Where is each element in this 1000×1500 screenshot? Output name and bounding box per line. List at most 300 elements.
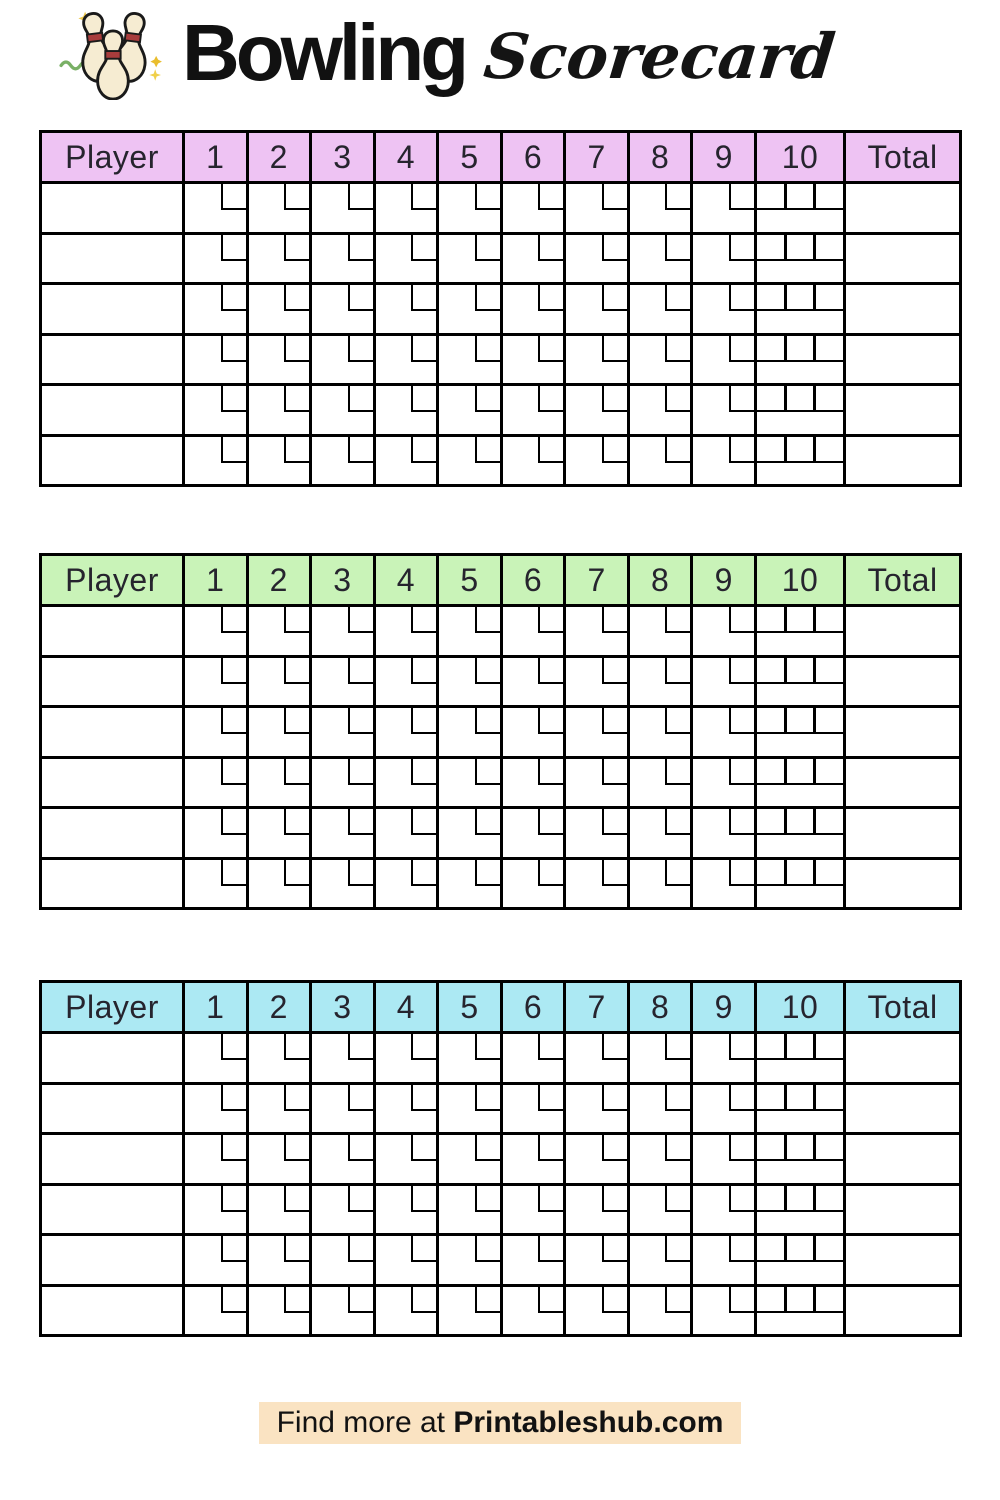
throw-box	[538, 708, 563, 734]
column-header-3: 3	[312, 983, 373, 1031]
total-score-cell	[846, 658, 959, 706]
sparkle-burst-icon	[149, 69, 161, 81]
frame-6-cell	[503, 184, 564, 232]
throw-box	[729, 1287, 754, 1313]
frame-10-cell	[757, 1034, 843, 1082]
column-header-player: Player	[42, 983, 182, 1031]
throw-box	[602, 1085, 627, 1111]
footer-prefix: Find more at	[276, 1406, 454, 1439]
player-name-cell	[42, 658, 182, 706]
frame-4-cell	[376, 285, 437, 333]
throw-box	[284, 708, 309, 734]
frame-5-cell	[439, 708, 500, 756]
frame-7-cell	[566, 437, 627, 485]
frame-10-throw-boxes	[757, 1135, 843, 1161]
throw-box	[348, 708, 373, 734]
throw-box	[221, 1236, 246, 1262]
frame-8-cell	[630, 1236, 691, 1284]
column-header-3: 3	[312, 556, 373, 604]
scorecard-table-1	[39, 130, 962, 487]
scorecard-table-3	[39, 980, 962, 1337]
throw-box	[284, 437, 309, 463]
throw-box	[729, 1085, 754, 1111]
throw-box	[411, 184, 436, 210]
frame-4-cell	[376, 386, 437, 434]
player-name-cell	[42, 1085, 182, 1133]
frame-10-cell	[757, 336, 843, 384]
throw-box	[602, 184, 627, 210]
throw-box	[787, 285, 817, 311]
frame-7-cell	[566, 1135, 627, 1183]
total-score-cell	[846, 1236, 959, 1284]
frame-8-cell	[630, 1085, 691, 1133]
frame-3-cell	[312, 437, 373, 485]
throw-box	[787, 607, 817, 633]
throw-box	[348, 860, 373, 886]
throw-box	[284, 285, 309, 311]
frame-1-cell	[185, 860, 246, 908]
throw-box	[757, 1135, 787, 1161]
throw-box	[221, 336, 246, 362]
column-header-5: 5	[439, 133, 500, 181]
frame-5-cell	[439, 1135, 500, 1183]
frame-3-cell	[312, 1236, 373, 1284]
frame-8-cell	[630, 860, 691, 908]
frame-10-throw-boxes	[757, 759, 843, 785]
throw-box	[602, 658, 627, 684]
frame-1-cell	[185, 607, 246, 655]
throw-box	[757, 235, 787, 261]
player-name-cell	[42, 860, 182, 908]
column-header-8: 8	[630, 983, 691, 1031]
frame-9-cell	[693, 1287, 754, 1335]
throw-box	[602, 708, 627, 734]
column-header-10: 10	[757, 983, 843, 1031]
throw-box	[757, 1287, 787, 1313]
throw-box	[787, 1186, 817, 1212]
frame-2-cell	[249, 1186, 310, 1234]
throw-box	[221, 809, 246, 835]
frame-10-throw-boxes	[757, 336, 843, 362]
throw-box	[475, 708, 500, 734]
frame-9-cell	[693, 1186, 754, 1234]
throw-box	[411, 1186, 436, 1212]
throw-box	[475, 285, 500, 311]
throw-box	[602, 1236, 627, 1262]
throw-box	[665, 184, 690, 210]
column-header-5: 5	[439, 983, 500, 1031]
frame-3-cell	[312, 1186, 373, 1234]
frame-6-cell	[503, 860, 564, 908]
throw-box	[602, 607, 627, 633]
throw-box	[538, 1186, 563, 1212]
throw-box	[602, 437, 627, 463]
frame-6-cell	[503, 336, 564, 384]
frame-2-cell	[249, 184, 310, 232]
column-header-player: Player	[42, 556, 182, 604]
throw-box	[729, 235, 754, 261]
total-score-cell	[846, 1034, 959, 1082]
column-header-2: 2	[249, 133, 310, 181]
player-name-cell	[42, 1135, 182, 1183]
player-name-cell	[42, 285, 182, 333]
frame-8-cell	[630, 184, 691, 232]
column-header-7: 7	[566, 556, 627, 604]
throw-box	[729, 809, 754, 835]
column-header-9: 9	[693, 133, 754, 181]
frame-9-cell	[693, 184, 754, 232]
column-header-9: 9	[693, 556, 754, 604]
throw-box	[729, 607, 754, 633]
frame-3-cell	[312, 235, 373, 283]
frame-7-cell	[566, 708, 627, 756]
frame-10-cell	[757, 759, 843, 807]
frame-4-cell	[376, 1287, 437, 1335]
frame-1-cell	[185, 658, 246, 706]
throw-box	[538, 184, 563, 210]
frame-2-cell	[249, 860, 310, 908]
throw-box	[729, 1186, 754, 1212]
frame-6-cell	[503, 658, 564, 706]
frame-3-cell	[312, 708, 373, 756]
throw-box	[602, 809, 627, 835]
frame-5-cell	[439, 235, 500, 283]
frame-8-cell	[630, 386, 691, 434]
player-name-cell	[42, 1034, 182, 1082]
throw-box	[538, 437, 563, 463]
throw-box	[475, 437, 500, 463]
throw-box	[665, 708, 690, 734]
player-name-cell	[42, 759, 182, 807]
frame-10-cell	[757, 658, 843, 706]
frame-10-throw-boxes	[757, 1034, 843, 1060]
throw-box	[757, 658, 787, 684]
throw-box	[665, 1085, 690, 1111]
throw-box	[602, 386, 627, 412]
frame-3-cell	[312, 759, 373, 807]
throw-box	[538, 607, 563, 633]
scorecard-table-2	[39, 553, 962, 910]
throw-box	[221, 437, 246, 463]
frame-1-cell	[185, 708, 246, 756]
frame-9-cell	[693, 235, 754, 283]
column-header-10: 10	[757, 133, 843, 181]
throw-box	[221, 285, 246, 311]
frame-5-cell	[439, 1034, 500, 1082]
frame-6-cell	[503, 1034, 564, 1082]
throw-box	[221, 1287, 246, 1313]
throw-box	[221, 1186, 246, 1212]
bowling-pins-icon	[58, 4, 166, 100]
frame-7-cell	[566, 1236, 627, 1284]
throw-box	[221, 184, 246, 210]
frame-7-cell	[566, 658, 627, 706]
column-header-4: 4	[376, 133, 437, 181]
throw-box	[787, 1287, 817, 1313]
total-score-cell	[846, 759, 959, 807]
throw-box	[538, 759, 563, 785]
throw-box	[816, 1085, 843, 1111]
throw-box	[411, 1034, 436, 1060]
throw-box	[411, 437, 436, 463]
frame-9-cell	[693, 759, 754, 807]
throw-box	[729, 184, 754, 210]
frame-10-cell	[757, 285, 843, 333]
frame-8-cell	[630, 809, 691, 857]
throw-box	[816, 285, 843, 311]
throw-box	[729, 437, 754, 463]
frame-10-throw-boxes	[757, 1236, 843, 1262]
frame-5-cell	[439, 386, 500, 434]
throw-box	[665, 1236, 690, 1262]
total-score-cell	[846, 1287, 959, 1335]
frame-7-cell	[566, 235, 627, 283]
frame-5-cell	[439, 1085, 500, 1133]
frame-7-cell	[566, 1085, 627, 1133]
frame-10-throw-boxes	[757, 708, 843, 734]
frame-1-cell	[185, 1034, 246, 1082]
frame-2-cell	[249, 285, 310, 333]
column-header-8: 8	[630, 556, 691, 604]
throw-box	[665, 437, 690, 463]
throw-box	[757, 759, 787, 785]
frame-7-cell	[566, 1287, 627, 1335]
frame-2-cell	[249, 437, 310, 485]
player-name-cell	[42, 708, 182, 756]
throw-box	[475, 1287, 500, 1313]
player-name-cell	[42, 809, 182, 857]
column-header-6: 6	[503, 556, 564, 604]
frame-3-cell	[312, 184, 373, 232]
throw-box	[665, 1034, 690, 1060]
frame-5-cell	[439, 1236, 500, 1284]
frame-8-cell	[630, 1186, 691, 1234]
throw-box	[221, 1085, 246, 1111]
frame-6-cell	[503, 1236, 564, 1284]
throw-box	[348, 1236, 373, 1262]
throw-box	[284, 658, 309, 684]
throw-box	[348, 235, 373, 261]
frame-9-cell	[693, 437, 754, 485]
frame-10-throw-boxes	[757, 658, 843, 684]
frame-10-cell	[757, 386, 843, 434]
throw-box	[757, 1034, 787, 1060]
throw-box	[411, 1287, 436, 1313]
frame-1-cell	[185, 1287, 246, 1335]
throw-box	[284, 1085, 309, 1111]
throw-box	[665, 386, 690, 412]
footer-highlight	[259, 1402, 742, 1444]
throw-box	[787, 336, 817, 362]
throw-box	[475, 1236, 500, 1262]
throw-box	[348, 759, 373, 785]
frame-2-cell	[249, 607, 310, 655]
throw-box	[757, 708, 787, 734]
throw-box	[665, 607, 690, 633]
throw-box	[284, 607, 309, 633]
frame-5-cell	[439, 285, 500, 333]
column-header-total: Total	[846, 133, 959, 181]
throw-box	[757, 184, 787, 210]
throw-box	[221, 1135, 246, 1161]
frame-6-cell	[503, 759, 564, 807]
throw-box	[538, 1135, 563, 1161]
frame-9-cell	[693, 860, 754, 908]
total-score-cell	[846, 860, 959, 908]
throw-box	[729, 1135, 754, 1161]
throw-box	[284, 759, 309, 785]
throw-box	[816, 1236, 843, 1262]
throw-box	[284, 860, 309, 886]
throw-box	[602, 336, 627, 362]
throw-box	[221, 708, 246, 734]
frame-10-cell	[757, 235, 843, 283]
throw-box	[221, 759, 246, 785]
frame-6-cell	[503, 1135, 564, 1183]
throw-box	[475, 1186, 500, 1212]
throw-box	[284, 1186, 309, 1212]
frame-9-cell	[693, 708, 754, 756]
frame-1-cell	[185, 1135, 246, 1183]
throw-box	[475, 809, 500, 835]
throw-box	[787, 184, 817, 210]
throw-box	[757, 386, 787, 412]
frame-3-cell	[312, 386, 373, 434]
throw-box	[665, 285, 690, 311]
total-score-cell	[846, 1135, 959, 1183]
frame-10-cell	[757, 708, 843, 756]
throw-box	[787, 860, 817, 886]
column-header-1: 1	[185, 133, 246, 181]
page-header	[58, 4, 839, 100]
frame-2-cell	[249, 708, 310, 756]
throw-box	[665, 1135, 690, 1161]
throw-box	[787, 759, 817, 785]
total-score-cell	[846, 1085, 959, 1133]
frame-6-cell	[503, 1186, 564, 1234]
throw-box	[538, 860, 563, 886]
frame-3-cell	[312, 1085, 373, 1133]
frame-3-cell	[312, 809, 373, 857]
frame-5-cell	[439, 809, 500, 857]
throw-box	[816, 759, 843, 785]
throw-box	[475, 607, 500, 633]
frame-3-cell	[312, 336, 373, 384]
frame-9-cell	[693, 658, 754, 706]
frame-3-cell	[312, 607, 373, 655]
throw-box	[538, 1287, 563, 1313]
column-header-6: 6	[503, 983, 564, 1031]
frame-9-cell	[693, 1135, 754, 1183]
throw-box	[538, 336, 563, 362]
total-score-cell	[846, 386, 959, 434]
throw-box	[816, 1186, 843, 1212]
column-header-10: 10	[757, 556, 843, 604]
throw-box	[411, 285, 436, 311]
throw-box	[284, 184, 309, 210]
frame-7-cell	[566, 184, 627, 232]
frame-7-cell	[566, 1034, 627, 1082]
throw-box	[665, 759, 690, 785]
throw-box	[787, 658, 817, 684]
throw-box	[284, 1236, 309, 1262]
throw-box	[221, 860, 246, 886]
frame-9-cell	[693, 607, 754, 655]
frame-2-cell	[249, 1085, 310, 1133]
throw-box	[284, 386, 309, 412]
frame-5-cell	[439, 759, 500, 807]
column-header-7: 7	[566, 983, 627, 1031]
frame-2-cell	[249, 235, 310, 283]
throw-box	[816, 336, 843, 362]
column-header-6: 6	[503, 133, 564, 181]
frame-10-cell	[757, 607, 843, 655]
frame-7-cell	[566, 809, 627, 857]
frame-4-cell	[376, 607, 437, 655]
throw-box	[284, 336, 309, 362]
player-name-cell	[42, 1236, 182, 1284]
column-header-3: 3	[312, 133, 373, 181]
throw-box	[221, 607, 246, 633]
throw-box	[411, 658, 436, 684]
throw-box	[757, 860, 787, 886]
frame-4-cell	[376, 1034, 437, 1082]
throw-box	[816, 1034, 843, 1060]
frame-10-cell	[757, 1287, 843, 1335]
throw-box	[221, 1034, 246, 1060]
throw-box	[284, 1287, 309, 1313]
frame-1-cell	[185, 235, 246, 283]
frame-7-cell	[566, 860, 627, 908]
throw-box	[475, 759, 500, 785]
throw-box	[787, 1135, 817, 1161]
frame-2-cell	[249, 1135, 310, 1183]
throw-box	[602, 1186, 627, 1212]
page-title-main: Bowling	[182, 8, 466, 97]
frame-8-cell	[630, 708, 691, 756]
footer-brand: Printableshub.com	[453, 1406, 724, 1439]
frame-4-cell	[376, 1236, 437, 1284]
frame-8-cell	[630, 1287, 691, 1335]
page-footer	[0, 1402, 1000, 1444]
throw-box	[787, 708, 817, 734]
throw-box	[602, 860, 627, 886]
frame-10-throw-boxes	[757, 285, 843, 311]
throw-box	[348, 658, 373, 684]
frame-10-cell	[757, 1236, 843, 1284]
throw-box	[602, 1135, 627, 1161]
throw-box	[816, 658, 843, 684]
frame-5-cell	[439, 1287, 500, 1335]
frame-8-cell	[630, 437, 691, 485]
throw-box	[602, 235, 627, 261]
frame-3-cell	[312, 1135, 373, 1183]
frame-10-cell	[757, 860, 843, 908]
frame-4-cell	[376, 437, 437, 485]
frame-4-cell	[376, 1085, 437, 1133]
throw-box	[787, 1236, 817, 1262]
throw-box	[602, 759, 627, 785]
throw-box	[816, 1287, 843, 1313]
throw-box	[665, 1287, 690, 1313]
sparkle-icon	[150, 56, 162, 68]
frame-10-throw-boxes	[757, 184, 843, 210]
frame-10-throw-boxes	[757, 235, 843, 261]
frame-8-cell	[630, 235, 691, 283]
throw-box	[411, 809, 436, 835]
throw-box	[816, 809, 843, 835]
total-score-cell	[846, 809, 959, 857]
